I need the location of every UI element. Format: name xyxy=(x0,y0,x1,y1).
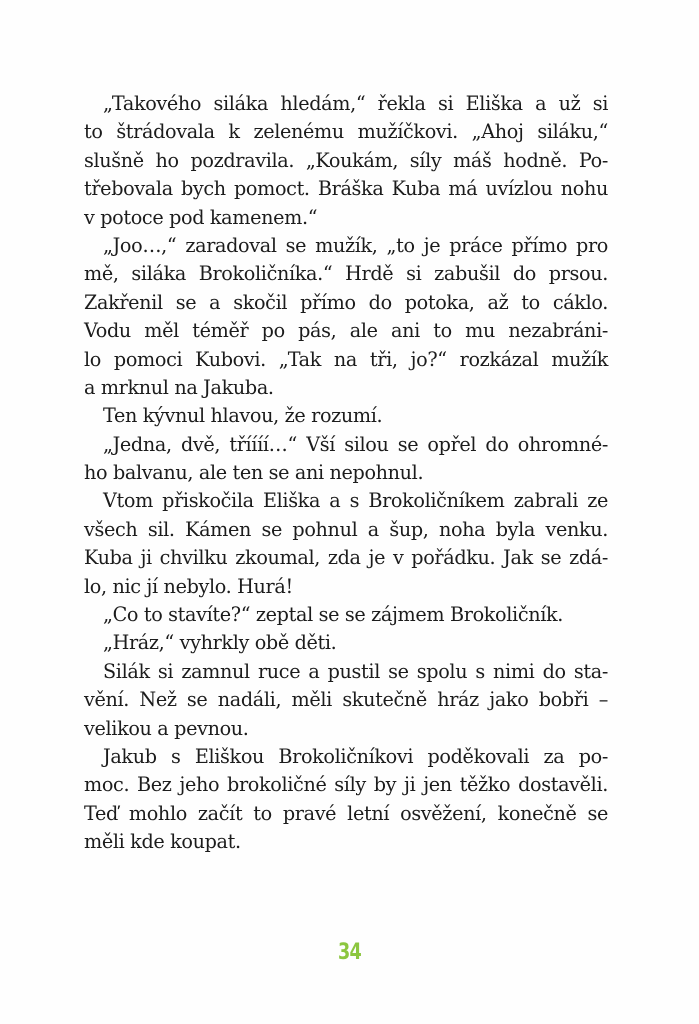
text-line: „Co to stavíte?“ zeptal se se zájmem Brokoličník. xyxy=(103,603,564,627)
text-line: lo, nic jí nebylo. Hurá! xyxy=(84,574,293,598)
text-line: Jakub s Eliškou Brokoličníkovi poděkovali za po- xyxy=(103,744,608,768)
text-line: všech sil. Kámen se pohnul a šup, noha byla venku. xyxy=(84,517,608,541)
text-line: Zakřenil se a skočil přímo do potoka, až to cáklo. xyxy=(84,290,608,314)
text-line: to štrádovala k zelenému mužíčkovi. „Ahoj siláku,“ xyxy=(84,120,608,144)
text-line: a mrknul na Jakuba. xyxy=(84,375,274,399)
text-line: lo pomoci Kubovi. „Tak na tři, jo?“ rozkázal mužík xyxy=(84,347,608,371)
text-line: měli kde koupat. xyxy=(84,830,241,854)
text-line: Kuba ji chvilku zkoumal, zda je v pořádku. Jak se zdá- xyxy=(84,546,608,570)
page-number: 34 xyxy=(338,940,361,965)
text-line: třebovala bych pomoct. Bráška Kuba má uvízlou nohu xyxy=(84,177,608,201)
text-line: Vodu měl téměř po pás, ale ani to mu nezabráni- xyxy=(84,319,608,343)
text-line: ho balvanu, ale ten se ani nepohnul. xyxy=(84,461,424,485)
body-text xyxy=(84,90,608,857)
text-line: Ten kývnul hlavou, že rozumí. xyxy=(103,404,383,428)
text-line: „Takového siláka hledám,“ řekla si Eliška a už si xyxy=(103,92,608,115)
text-line: vění. Než se nadáli, měli skutečně hráz jako bobři – xyxy=(84,688,608,712)
text-line: Vtom přiskočila Eliška a s Brokoličníkem zabrali ze xyxy=(103,489,608,513)
text-line: Silák si zamnul ruce a pustil se spolu s nimi do sta- xyxy=(103,659,608,683)
text-line: moc. Bez jeho brokoličné síly by ji jen těžko dostavěli. xyxy=(84,773,608,797)
text-line: „Joo…,“ zaradoval se mužík, „to je práce přímo pro xyxy=(103,233,608,257)
text-line: v potoce pod kamenem.“ xyxy=(84,205,318,229)
text-line: velikou a pevnou. xyxy=(84,716,249,740)
text-line: „Hráz,“ vyhrkly obě děti. xyxy=(103,631,337,655)
text-line: mě, siláka Brokoličníka.“ Hrdě si zabušil do prsou. xyxy=(84,262,608,286)
text-line: slušně ho pozdravila. „Koukám, síly máš hodně. Po- xyxy=(84,148,608,172)
text-line: Teď mohlo začít to pravé letní osvěžení, konečně se xyxy=(84,801,608,825)
text-line: „Jedna, dvě, tříííí…“ Vší silou se opřel do ohromné- xyxy=(103,432,608,456)
